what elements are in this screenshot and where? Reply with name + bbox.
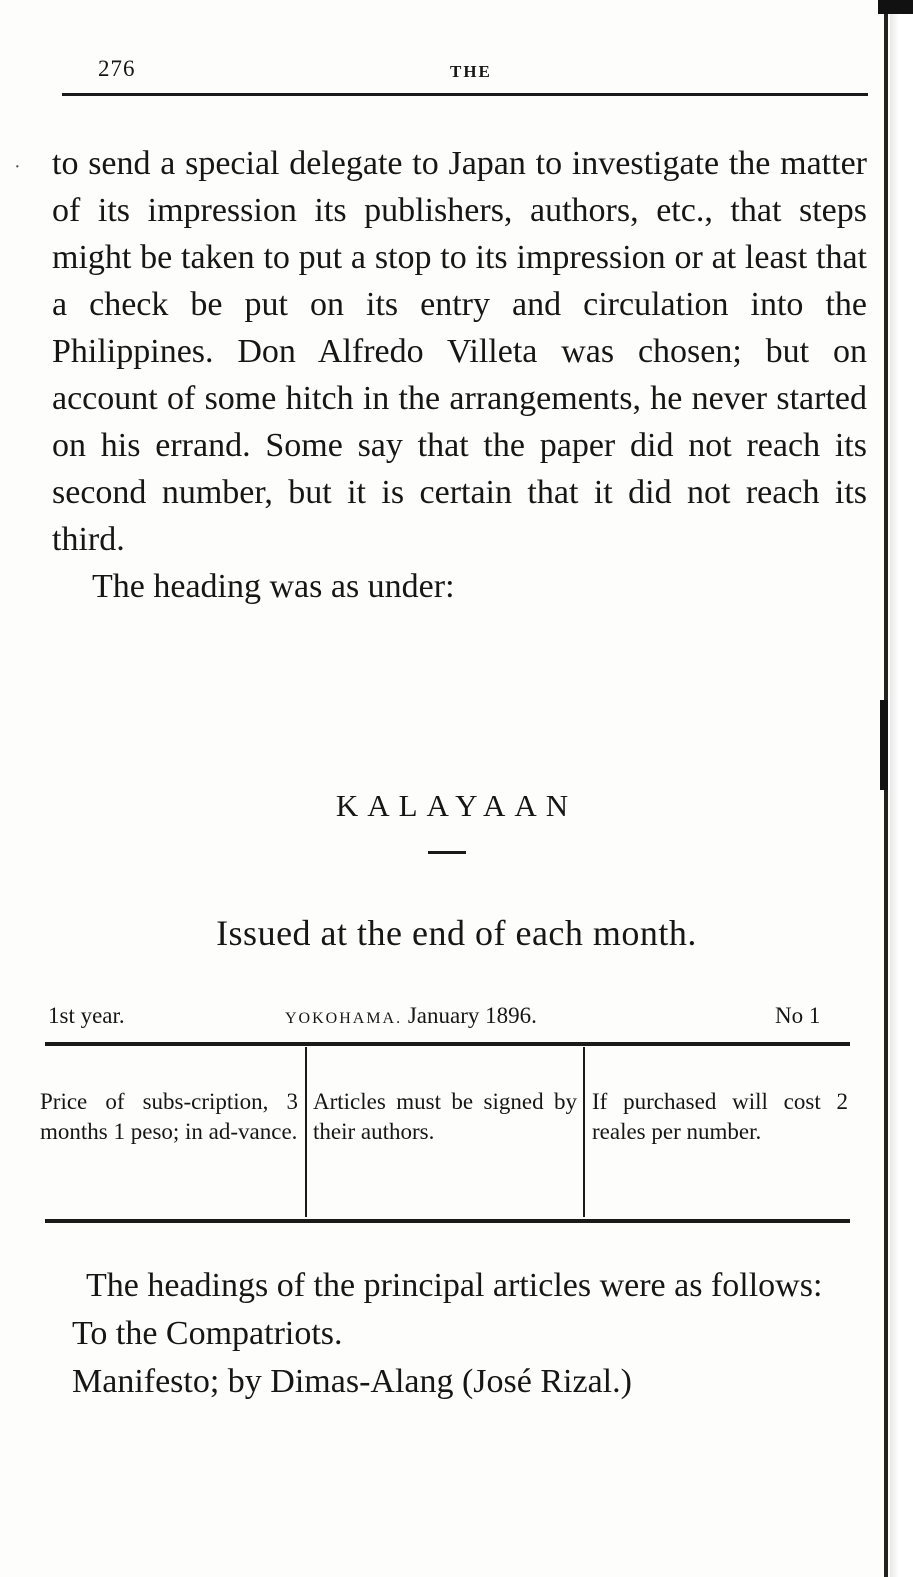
masthead-dash — [428, 851, 466, 854]
masthead-issue: No 1 — [775, 1003, 821, 1028]
spine-binding-mark — [880, 700, 888, 790]
article-heading-item: Manifesto; by Dimas-Alang (José Rizal.) — [72, 1363, 632, 1400]
articles-intro: The headings of the principal articles were as follows: — [86, 1267, 823, 1304]
masthead-table-top-rule — [45, 1042, 850, 1046]
masthead-year: 1st year. — [48, 1003, 125, 1028]
margin-speck: · — [14, 156, 21, 178]
masthead-place-date — [285, 1003, 537, 1029]
masthead-place: YOKOHAMA. — [285, 1010, 403, 1027]
column-divider — [305, 1047, 307, 1217]
lower-text — [34, 1262, 844, 1406]
header-rule — [62, 93, 868, 96]
page-corner-shadow — [878, 0, 913, 14]
masthead-cell-purchase: If purchased will cost 2 reales per number. — [592, 1089, 848, 1144]
article-heading-item: To the Compatriots. — [72, 1315, 343, 1352]
masthead-table-bottom-rule — [45, 1219, 850, 1223]
heading-intro: The heading was as under: — [92, 568, 455, 605]
masthead-title: KALAYAAN — [335, 788, 578, 823]
masthead-cell-price: Price of subs-cription, 3 months 1 peso; in ad-vance. — [40, 1089, 298, 1144]
body-text — [52, 140, 867, 610]
page-number: 276 — [98, 56, 136, 81]
body-paragraph: to send a special delegate to Japan to investigate the matter of its impression its publishers, authors, etc., that steps might be taken to put a stop to its impression or at least that a check be put on its entry and circulation into the Philippines. Don Alfredo Villeta was chosen; but on account of some hitch in the arrangements, he never started on his errand. Some say that the paper did not reach its second number, but it is certain that it did not reach its third. — [52, 145, 867, 558]
masthead-subtitle: Issued at the end of each month. — [216, 913, 697, 953]
running-title: THE — [450, 62, 492, 81]
masthead-date: January 1896. — [407, 1003, 537, 1028]
masthead-cell-articles: Articles must be signed by their authors. — [313, 1089, 577, 1144]
column-divider — [583, 1047, 585, 1217]
